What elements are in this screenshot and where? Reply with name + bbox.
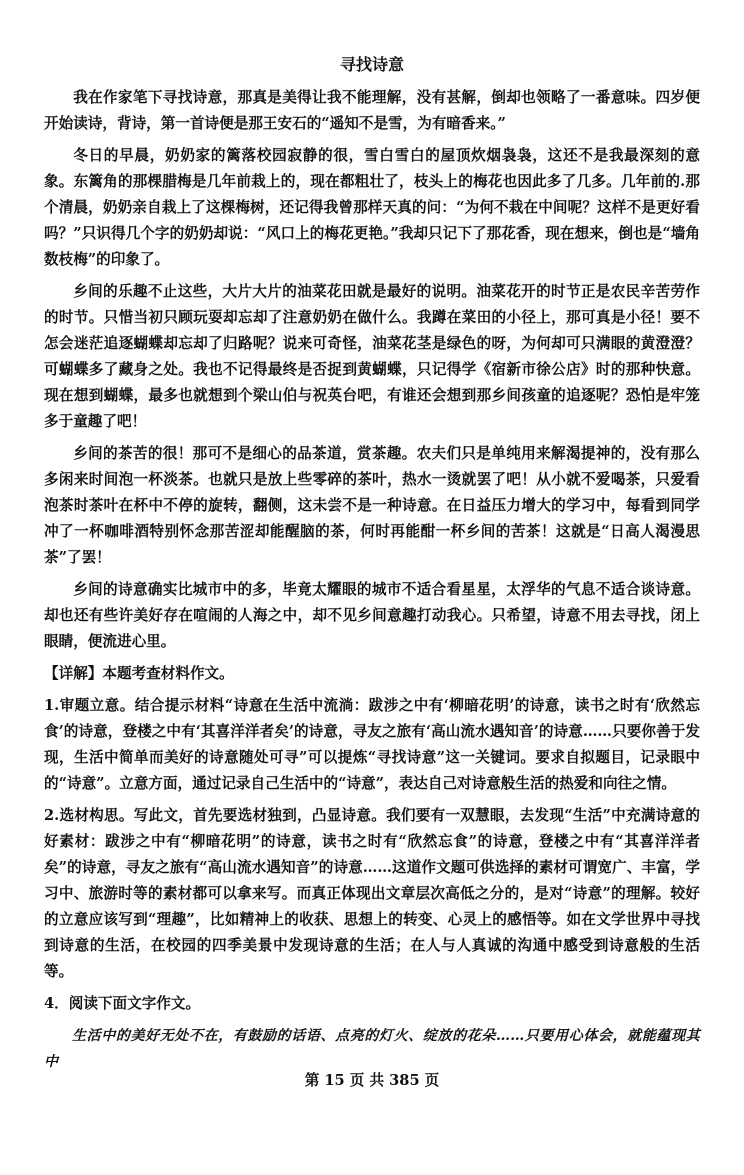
document-page xyxy=(0,54,744,1175)
question-text: 生活中的美好无处不在，有鼓励的话语、点亮的灯火、绽放的花朵……只要用心体会，就能蕴现其中 xyxy=(44,1028,700,1070)
detail-label: 【详解】 xyxy=(44,665,103,682)
analysis-item-2: 2.选材构思。写此文，首先要选材独到，凸显诗意。我们要有一双慧眼，去发现“生活”中充满诗意的好素材：跋涉之中有“柳暗花明”的诗意，读书之时有“欣然忘食”的诗意，登楼之中有“其喜洋洋者矣”的诗意，寻友之旅有“高山流水遇知音”的诗意……这道作文题可供选择的素材可谓宽广、丰富，学习中、旅游时等的素材都可以拿来写。而真正体现出文章层次高低之分的，是对“诗意”的理解。较好的立意应该写到“理趣”，比如精神上的收获、思想上的转变、心灵上的感悟等。如在文学世界中寻找到诗意的生活，在校园的四季美景中发现诗意的生活；在人与人真诚的沟通中感受到诗意般的生活等。 xyxy=(44,807,700,980)
essay-paragraph-4: 乡间的茶苦的很！那可不是细心的品茶道，赏茶趣。农夫们只是单纯用来解渴提神的，没有那么多闲来时间泡一杯淡茶。也就只是放上些零碎的茶叶，热水一烫就罢了吧！从小就不爱喝茶，只爱看泡茶时茶叶在杯中不停的旋转，翻侧，这未尝不是一种诗意。在日益压力增大的学习中，每看到同学冲了一杯咖啡酒特别怀念那苦涩却能醒脑的茶，何时再能酣一杯乡间的苦茶！这就是“日高人渴漫思茶”了罢！ xyxy=(44,445,700,566)
essay-paragraph-2: 冬日的早晨，奶奶家的篱落校园寂静的很，雪白雪白的屋顶炊烟袅袅，这还不是我最深刻的意象。东篱角的那棵腊梅是几年前栽上的，现在都粗壮了，枝头上的梅花也因此多了几多。几年前的.那个清晨，奶奶亲自栽上了这棵梅树，还记得我曾那样天真的问：“为何不栽在中间呢？这样不是更好看吗？”只识得几个字的奶奶却说：“风口上的梅花更艳。”我却只记下了那花香，现在想来，倒也是“墙角数枝梅”的印象了。 xyxy=(44,147,700,268)
detail-line xyxy=(44,661,700,687)
page-footer: 第 15 页 共 385 页 xyxy=(304,1072,440,1089)
essay-paragraph-5: 乡间的诗意确实比城市中的多，毕竟太耀眼的城市不适合看星星，太浮华的气息不适合谈诗意。却也还有些许美好存在喧闹的人海之中，却不见乡间意趣打动我心。只希望，诗意不用去寻找，闭上眼睛，便流进心里。 xyxy=(44,581,700,650)
detail-text: 本题考查材料作文。 xyxy=(102,665,234,682)
essay-paragraph-3: 乡间的乐趣不止这些，大片大片的油菜花田就是最好的说明。油菜花开的时节正是农民辛苦劳作的时节。只惜当初只顾玩耍却忘却了注意奶奶在做什么。我蹲在菜田的小径上，那可真是小径！要不怎会迷茫追逐蝴蝶却忘却了归路呢？说来可奇怪，油菜花茎是绿色的呀，为何却可只满眼的黄澄澄？可蝴蝶多了藏身之处。我也不记得最终是否捉到黄蝴蝶，只记得学《宿新市徐公店》时的那种快意。现在想到蝴蝶，最多也就想到个梁山伯与祝英台吧，有谁还会想到那乡间孩童的追逐呢？恐怕是牢笼多于童趣了吧！ xyxy=(44,283,700,430)
essay-title: 寻找诗意 xyxy=(339,55,404,74)
question-heading: 4．阅读下面文字作文。 xyxy=(44,995,201,1012)
essay-paragraph-1: 我在作家笔下寻找诗意，那真是美得让我不能理解，没有甚解，倒却也领略了一番意味。四岁便开始读诗，背诗，第一首诗便是那王安石的“遥知不是雪，为有暗香来。” xyxy=(44,89,700,132)
analysis-item-1: 1.审题立意。结合提示材料“诗意在生活中流淌：跋涉之中有‘柳暗花明’的诗意，读书之时有‘欣然忘食’的诗意，登楼之中有‘其喜洋洋者矣’的诗意，寻友之旅有‘高山流水遇知音’的诗意……只要你善于发现，生活中简单而美好的诗意随处可寻”可以提炼“寻找诗意”这一关键词。要求自拟题目，记录眼中的“诗意”。立意方面，通过记录自己生活中的“诗意”，表达自己对诗意般生活的热爱和向往之情。 xyxy=(44,697,700,792)
